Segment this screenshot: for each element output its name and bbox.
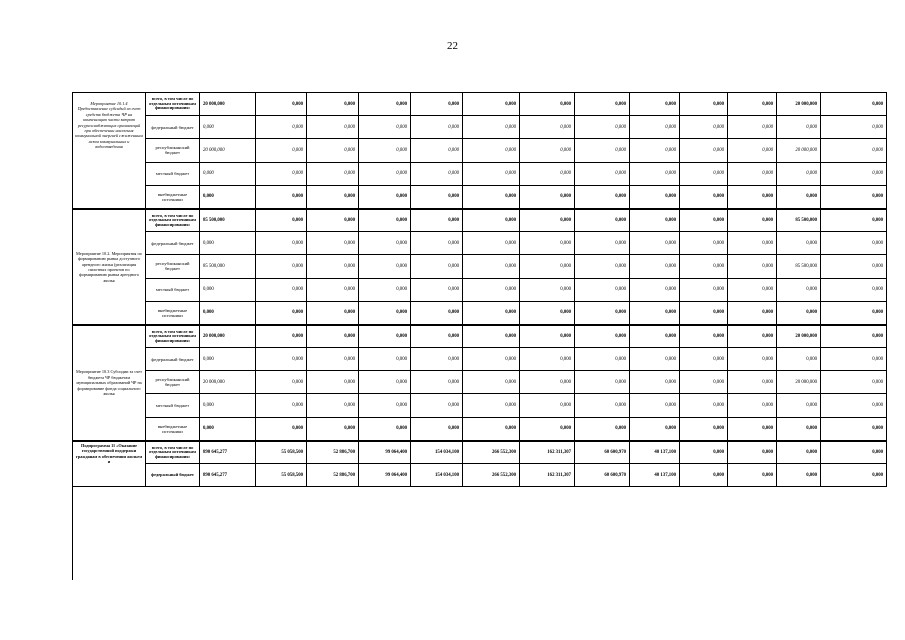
value-cell: 0,000 [256, 116, 307, 139]
value-cell: 0,000 [200, 232, 256, 255]
value-cell: 0,000 [728, 348, 777, 371]
value-cell: 0,000 [307, 394, 359, 417]
value-cell: 0,000 [520, 186, 575, 209]
funding-source: республиканский бюджет [146, 371, 200, 394]
value-cell: 0,000 [520, 418, 575, 441]
value-cell: 0,000 [520, 116, 575, 139]
funding-source: всего, в том числе по отдельным источникам финансирования: [146, 209, 200, 232]
budget-table [72, 92, 887, 580]
value-cell: 0,000 [307, 255, 359, 278]
value-cell: 0,000 [821, 139, 887, 162]
value-cell: 0,000 [821, 348, 887, 371]
value-cell: 0,000 [359, 255, 411, 278]
funding-source: внебюджетные источники [146, 418, 200, 441]
value-cell: 0,000 [359, 371, 411, 394]
value-cell: 0,000 [728, 464, 777, 487]
value-cell: 0,000 [630, 93, 680, 116]
value-cell: 0,000 [630, 232, 680, 255]
value-cell: 20 000,000 [777, 325, 821, 348]
value-cell: 0,000 [359, 232, 411, 255]
value-cell: 0,000 [359, 325, 411, 348]
value-cell: 0,000 [630, 209, 680, 232]
value-cell: 0,000 [359, 418, 411, 441]
value-cell: 0,000 [307, 116, 359, 139]
funding-source: федеральный бюджет [146, 464, 200, 487]
value-cell: 0,000 [777, 186, 821, 209]
value-cell: 0,000 [256, 302, 307, 325]
value-cell: 0,000 [307, 232, 359, 255]
value-cell: 0,000 [821, 163, 887, 186]
value-cell: 0,000 [630, 279, 680, 302]
value-cell: 0,000 [307, 348, 359, 371]
value-cell: 0,000 [630, 371, 680, 394]
value-cell: 0,000 [200, 279, 256, 302]
value-cell: 0,000 [575, 325, 630, 348]
value-cell: 0,000 [575, 418, 630, 441]
value-cell: 162 311,307 [520, 464, 575, 487]
value-cell: 0,000 [630, 348, 680, 371]
value-cell: 0,000 [200, 163, 256, 186]
funding-source: местный бюджет [146, 394, 200, 417]
value-cell: 0,000 [520, 209, 575, 232]
value-cell: 0,000 [411, 139, 463, 162]
value-cell: 0,000 [630, 394, 680, 417]
value-cell: 0,000 [630, 139, 680, 162]
value-cell: 0,000 [256, 279, 307, 302]
value-cell: 0,000 [728, 418, 777, 441]
value-cell: 0,000 [307, 302, 359, 325]
value-cell: 0,000 [680, 209, 728, 232]
funding-source: внебюджетные источники [146, 186, 200, 209]
value-cell: 0,000 [575, 209, 630, 232]
value-cell: 0,000 [256, 209, 307, 232]
value-cell: 266 552,300 [463, 441, 520, 464]
value-cell: 0,000 [728, 186, 777, 209]
value-cell: 0,000 [680, 394, 728, 417]
value-cell: 0,000 [575, 371, 630, 394]
funding-source: всего, в том числе по отдельным источникам финансирования: [146, 325, 200, 348]
value-cell: 0,000 [200, 394, 256, 417]
value-cell: 0,000 [728, 394, 777, 417]
value-cell: 0,000 [463, 302, 520, 325]
value-cell: 266 552,300 [463, 464, 520, 487]
value-cell: 162 311,307 [520, 441, 575, 464]
value-cell: 0,000 [680, 348, 728, 371]
value-cell: 0,000 [307, 371, 359, 394]
value-cell: 0,000 [307, 325, 359, 348]
value-cell: 0,000 [307, 209, 359, 232]
value-cell: 0,000 [575, 163, 630, 186]
value-cell: 0,000 [520, 325, 575, 348]
value-cell: 0,000 [821, 186, 887, 209]
funding-source: федеральный бюджет [146, 348, 200, 371]
value-cell: 0,000 [821, 441, 887, 464]
value-cell: 0,000 [359, 279, 411, 302]
funding-source: местный бюджет [146, 279, 200, 302]
value-cell: 0,000 [411, 186, 463, 209]
value-cell: 0,000 [575, 394, 630, 417]
value-cell: 0,000 [307, 139, 359, 162]
value-cell: 0,000 [777, 302, 821, 325]
value-cell: 0,000 [630, 116, 680, 139]
value-cell: 0,000 [728, 255, 777, 278]
value-cell: 0,000 [728, 116, 777, 139]
value-cell: 0,000 [463, 163, 520, 186]
value-cell: 0,000 [728, 139, 777, 162]
value-cell: 0,000 [359, 302, 411, 325]
value-cell: 0,000 [411, 325, 463, 348]
value-cell: 55 058,500 [256, 464, 307, 487]
value-cell: 0,000 [680, 325, 728, 348]
value-cell: 0,000 [777, 441, 821, 464]
value-cell: 0,000 [256, 163, 307, 186]
value-cell: 0,000 [821, 93, 887, 116]
value-cell: 0,000 [680, 232, 728, 255]
value-cell: 0,000 [630, 325, 680, 348]
value-cell: 0,000 [463, 394, 520, 417]
value-cell: 0,000 [359, 348, 411, 371]
value-cell: 0,000 [307, 93, 359, 116]
value-cell: 0,000 [575, 255, 630, 278]
page-number: 22 [447, 40, 458, 52]
funding-source: республиканский бюджет [146, 139, 200, 162]
value-cell: 0,000 [256, 394, 307, 417]
value-cell: 0,000 [575, 348, 630, 371]
value-cell: 85 500,000 [777, 255, 821, 278]
value-cell: 40 137,100 [630, 464, 680, 487]
value-cell: 0,000 [463, 209, 520, 232]
value-cell: 0,000 [256, 348, 307, 371]
value-cell: 0,000 [777, 279, 821, 302]
value-cell: 0,000 [359, 163, 411, 186]
value-cell: 0,000 [680, 186, 728, 209]
measure-description: Мероприятие 10.1.4 Предоставление субсидий из счет средств бюджета ЧР на компенсацию части затрат ресурсоснабжающих организаций при обеспечении населения коммунальной энергией сжиженным газом коммунальных и водоотведения [73, 93, 146, 209]
value-cell: 0,000 [680, 139, 728, 162]
value-cell: 60 600,970 [575, 464, 630, 487]
value-cell: 0,000 [256, 93, 307, 116]
value-cell: 0,000 [463, 232, 520, 255]
value-cell: 0,000 [411, 302, 463, 325]
value-cell: 0,000 [630, 186, 680, 209]
funding-source: всего, в том числе по отдельным источникам финансирования: [146, 441, 200, 464]
value-cell: 0,000 [411, 93, 463, 116]
value-cell: 40 137,100 [630, 441, 680, 464]
value-cell: 20 000,000 [200, 139, 256, 162]
value-cell: 0,000 [411, 279, 463, 302]
value-cell: 0,000 [575, 186, 630, 209]
value-cell: 0,000 [575, 302, 630, 325]
value-cell: 0,000 [256, 418, 307, 441]
value-cell: 0,000 [821, 394, 887, 417]
value-cell: 0,000 [777, 116, 821, 139]
value-cell: 0,000 [520, 163, 575, 186]
value-cell: 0,000 [821, 279, 887, 302]
value-cell: 0,000 [520, 255, 575, 278]
value-cell: 0,000 [821, 325, 887, 348]
funding-source: федеральный бюджет [146, 232, 200, 255]
value-cell: 0,000 [680, 255, 728, 278]
value-cell: 20 000,000 [777, 371, 821, 394]
value-cell: 0,000 [256, 232, 307, 255]
value-cell: 0,000 [411, 371, 463, 394]
value-cell: 0,000 [777, 464, 821, 487]
value-cell: 0,000 [359, 116, 411, 139]
value-cell: 0,000 [520, 302, 575, 325]
value-cell: 0,000 [463, 116, 520, 139]
funding-source: местный бюджет [146, 163, 200, 186]
value-cell: 0,000 [728, 232, 777, 255]
funding-source: внебюджетные источники [146, 302, 200, 325]
value-cell: 0,000 [520, 279, 575, 302]
value-cell: 0,000 [821, 302, 887, 325]
value-cell: 0,000 [728, 163, 777, 186]
value-cell: 0,000 [463, 371, 520, 394]
value-cell: 0,000 [680, 279, 728, 302]
value-cell: 0,000 [411, 418, 463, 441]
value-cell: 0,000 [728, 441, 777, 464]
value-cell: 0,000 [411, 348, 463, 371]
value-cell: 0,000 [200, 116, 256, 139]
value-cell: 0,000 [520, 93, 575, 116]
value-cell: 0,000 [307, 186, 359, 209]
value-cell: 0,000 [575, 279, 630, 302]
measure-description: Мероприятие 10.2. Мероприятия по формированию рынка доступного арендного жилья (реализация пилотных проектов по формированию рынка арендного жилья [73, 209, 146, 325]
value-cell: 52 886,700 [307, 441, 359, 464]
value-cell: 0,000 [680, 464, 728, 487]
value-cell: 0,000 [777, 348, 821, 371]
value-cell: 0,000 [777, 394, 821, 417]
value-cell: 0,000 [520, 371, 575, 394]
value-cell: 0,000 [359, 139, 411, 162]
value-cell: 85 500,000 [200, 255, 256, 278]
value-cell: 85 500,000 [200, 209, 256, 232]
value-cell: 0,000 [630, 418, 680, 441]
value-cell: 890 645,277 [200, 441, 256, 464]
value-cell: 0,000 [463, 418, 520, 441]
value-cell: 0,000 [821, 371, 887, 394]
value-cell: 0,000 [359, 93, 411, 116]
value-cell: 0,000 [411, 163, 463, 186]
value-cell: 0,000 [359, 186, 411, 209]
value-cell: 0,000 [630, 255, 680, 278]
value-cell: 20 000,000 [200, 371, 256, 394]
value-cell: 60 600,970 [575, 441, 630, 464]
value-cell: 0,000 [520, 139, 575, 162]
value-cell: 0,000 [680, 441, 728, 464]
value-cell: 890 645,277 [200, 464, 256, 487]
value-cell: 0,000 [821, 464, 887, 487]
funding-source: федеральный бюджет [146, 116, 200, 139]
value-cell: 0,000 [307, 163, 359, 186]
value-cell: 0,000 [728, 302, 777, 325]
value-cell: 0,000 [411, 116, 463, 139]
value-cell: 20 000,000 [777, 139, 821, 162]
value-cell: 20 000,000 [200, 93, 256, 116]
value-cell: 0,000 [575, 116, 630, 139]
value-cell: 0,000 [520, 394, 575, 417]
value-cell: 0,000 [680, 302, 728, 325]
funding-source: республиканский бюджет [146, 255, 200, 278]
value-cell: 0,000 [463, 186, 520, 209]
value-cell: 0,000 [777, 418, 821, 441]
value-cell: 20 000,000 [777, 93, 821, 116]
value-cell: 0,000 [411, 255, 463, 278]
value-cell: 0,000 [680, 93, 728, 116]
funding-source: всего, в том числе по отдельным источникам финансирования: [146, 93, 200, 116]
value-cell: 0,000 [307, 418, 359, 441]
value-cell: 0,000 [777, 232, 821, 255]
value-cell: 0,000 [728, 209, 777, 232]
value-cell: 0,000 [256, 325, 307, 348]
value-cell: 0,000 [575, 93, 630, 116]
value-cell: 0,000 [777, 163, 821, 186]
value-cell: 0,000 [463, 139, 520, 162]
value-cell: 55 058,500 [256, 441, 307, 464]
value-cell: 154 034,100 [411, 464, 463, 487]
measure-description: Мероприятие 10.3 Субсидии за счет бюджета ЧР бюджетам муниципальных образований ЧР на формирование фонда социального жилья [73, 325, 146, 441]
value-cell: 0,000 [728, 279, 777, 302]
value-cell: 0,000 [630, 302, 680, 325]
value-cell: 0,000 [256, 139, 307, 162]
value-cell: 0,000 [463, 93, 520, 116]
value-cell: 0,000 [411, 209, 463, 232]
value-cell: 0,000 [411, 232, 463, 255]
value-cell: 85 500,000 [777, 209, 821, 232]
value-cell: 0,000 [680, 163, 728, 186]
value-cell: 0,000 [520, 232, 575, 255]
measure-description: Подпрограмма 11 «Оказание государственной поддержки гражданам в обеспечении жильем и [73, 441, 146, 487]
value-cell: 0,000 [680, 371, 728, 394]
value-cell: 0,000 [821, 232, 887, 255]
value-cell: 0,000 [575, 139, 630, 162]
value-cell: 52 886,700 [307, 464, 359, 487]
value-cell: 0,000 [680, 116, 728, 139]
value-cell: 0,000 [821, 255, 887, 278]
value-cell: 0,000 [630, 163, 680, 186]
value-cell: 0,000 [200, 302, 256, 325]
value-cell: 99 064,400 [359, 464, 411, 487]
value-cell: 0,000 [307, 279, 359, 302]
value-cell: 0,000 [256, 371, 307, 394]
value-cell: 20 000,000 [200, 325, 256, 348]
value-cell: 0,000 [575, 232, 630, 255]
value-cell: 0,000 [728, 325, 777, 348]
value-cell: 0,000 [463, 348, 520, 371]
value-cell: 0,000 [359, 209, 411, 232]
value-cell: 0,000 [680, 418, 728, 441]
value-cell: 0,000 [821, 418, 887, 441]
value-cell: 0,000 [463, 279, 520, 302]
value-cell: 0,000 [463, 325, 520, 348]
value-cell: 0,000 [411, 394, 463, 417]
value-cell: 154 034,100 [411, 441, 463, 464]
value-cell: 0,000 [200, 418, 256, 441]
value-cell: 0,000 [821, 209, 887, 232]
value-cell: 0,000 [728, 371, 777, 394]
value-cell: 0,000 [821, 116, 887, 139]
value-cell: 99 064,400 [359, 441, 411, 464]
value-cell: 0,000 [200, 348, 256, 371]
value-cell: 0,000 [728, 93, 777, 116]
value-cell: 0,000 [463, 255, 520, 278]
value-cell: 0,000 [256, 186, 307, 209]
value-cell: 0,000 [256, 255, 307, 278]
value-cell: 0,000 [520, 348, 575, 371]
value-cell: 0,000 [359, 394, 411, 417]
value-cell: 0,000 [200, 186, 256, 209]
